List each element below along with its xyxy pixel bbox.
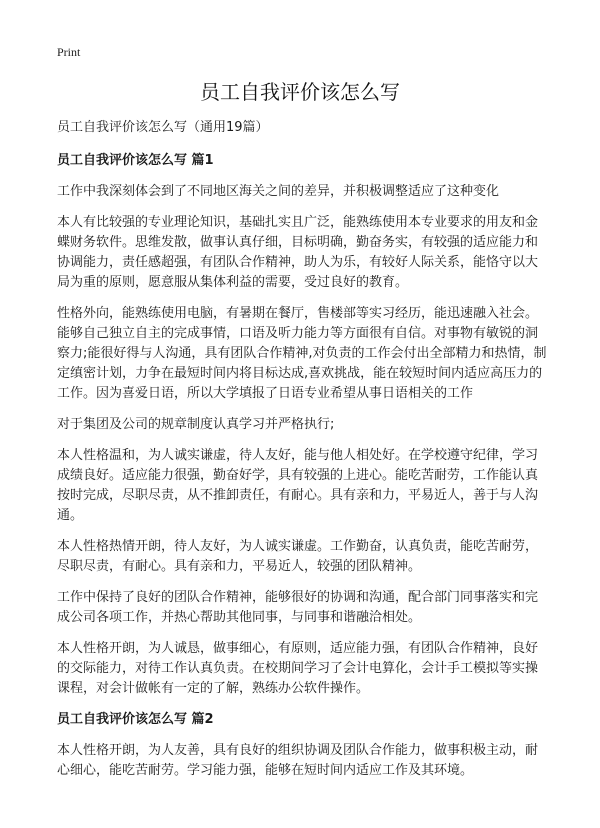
print-link[interactable]: Print	[57, 45, 81, 59]
paragraph: 本人性格热情开朗，待人友好，为人诚实谦虚。工作勤奋，认真负责，能吃苦耐劳，尽职尽责，有耐心。具有亲和力，平易近人，较强的团队精神。	[57, 539, 539, 574]
section-heading: 员工自我评价该怎么写 篇2	[57, 712, 214, 727]
paragraph: 工作中我深刻体会到了不同地区海关之间的差异，并积极调整适应了这种变化	[57, 184, 500, 199]
article-body	[57, 118, 549, 792]
paragraph: 对于集团及公司的规章制度认真学习并严格执行;	[57, 417, 335, 432]
paragraph: 本人性格温和，为人诚实谦虚，待人友好，能与他人相处好。在学校遵守纪律，学习成绩良好。适应能力很强，勤奋好学，具有较强的上进心。能吃苦耐劳，工作能认真按时完成，尽职尽责，从不推卸责任，有耐心。具有亲和力，平易近人，善于与人沟通。	[57, 448, 539, 523]
page-title: 员工自我评价该怎么写	[200, 80, 400, 104]
paragraph: 工作中保持了良好的团队合作精神，能够很好的协调和沟通，配合部门同事落实和完成公司各项工作，并热心帮助其他同事，与同事和谐融洽相处。	[57, 590, 539, 625]
article-subtitle: 员工自我评价该怎么写（通用19篇）	[57, 120, 269, 135]
section-2	[57, 710, 549, 781]
section-1	[57, 151, 549, 699]
section-heading: 员工自我评价该怎么写 篇1	[57, 153, 214, 168]
paragraph: 性格外向，能熟练使用电脑，有暑期在餐厅，售楼部等实习经历，能迅速融入社会。能够自己独立自主的完成事情，口语及听力能力等方面很有自信。对事物有敏锐的洞察力;能很好得与人沟通，具有团队合作精神,对负责的工作会付出全部精力和热情，制定缜密计划，力争在最短时间内将目标达成,喜欢挑战，能在较短时间内适应高压力的工作。因为喜爱日语，所以大学填报了日语专业希望从事日语相关的工作	[57, 306, 547, 401]
paragraph: 本人性格开朗，为人诚恳，做事细心，有原则，适应能力强，有团队合作精神，良好的交际能力，对待工作认真负责。在校期间学习了会计电算化，会计手工模拟等实操课程，对会计做帐有一定的了解，熟练办公软件操作。	[57, 641, 539, 696]
paragraph: 本人性格开朗，为人友善，具有良好的组织协调及团队合作能力，做事积极主动，耐心细心，能吃苦耐劳。学习能力强，能够在短时间内适应工作及其环境。	[57, 743, 539, 778]
paragraph: 本人有比较强的专业理论知识，基础扎实且广泛，能熟练使用本专业要求的用友和金蝶财务软件。思维发散，做事认真仔细，目标明确，勤奋务实，有较强的适应能力和协调能力，责任感超强，有团队合作精神，助人为乐，有较好人际关系，能恪守以大局为重的原则，愿意服从集体利益的需要，受过良好的教育。	[57, 215, 539, 290]
